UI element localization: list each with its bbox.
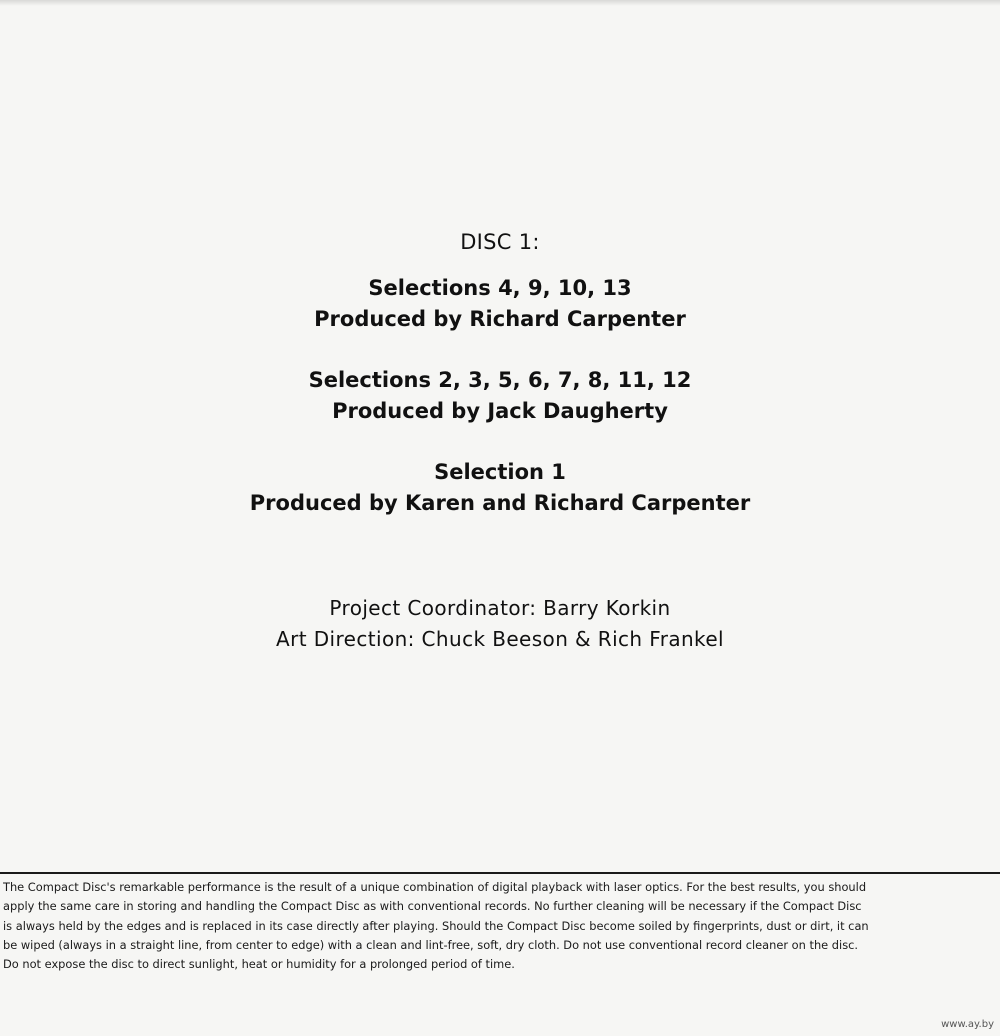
credit-producer: Produced by Richard Carpenter (314, 307, 686, 331)
credit-selections: Selection 1 (434, 460, 566, 484)
notice-line: Do not expose the disc to direct sunlight, heat or humidity for a prolonged period of time. (3, 957, 515, 972)
project-coordinator: Project Coordinator: Barry Korkin (329, 596, 671, 620)
credit-selections: Selections 2, 3, 5, 6, 7, 8, 11, 12 (308, 368, 692, 392)
divider-rule (0, 872, 1000, 874)
art-direction: Art Direction: Chuck Beeson & Rich Frankel (276, 627, 724, 651)
credit-producer: Produced by Jack Daugherty (332, 399, 668, 423)
notice-line: apply the same care in storing and handling the Compact Disc as with conventional records. No further cleaning will be necessary if the Compact Disc (3, 899, 862, 914)
notice-line: The Compact Disc's remarkable performance is the result of a unique combination of digital playback with laser optics. For the best results, you should (3, 880, 867, 894)
credit-group-1 (0, 273, 1000, 335)
page-top-edge (0, 0, 1000, 6)
watermark: www.ay.by (941, 1019, 994, 1030)
staff-credits (0, 593, 1000, 655)
credit-group-2 (0, 365, 1000, 427)
notice-line: be wiped (always in a straight line, from center to edge) with a clean and lint-free, soft, dry cloth. Do not use conventional record cleaner on the disc. (3, 937, 859, 952)
disc-heading: DISC 1: (460, 230, 540, 254)
care-notice (3, 878, 997, 974)
credit-selections: Selections 4, 9, 10, 13 (368, 276, 632, 300)
notice-line: is always held by the edges and is replaced in its case directly after playing. Should the Compact Disc become soiled by fingerprints, dust or dirt, it can (3, 918, 869, 933)
credit-producer: Produced by Karen and Richard Carpenter (249, 491, 751, 515)
credit-group-3 (0, 457, 1000, 519)
